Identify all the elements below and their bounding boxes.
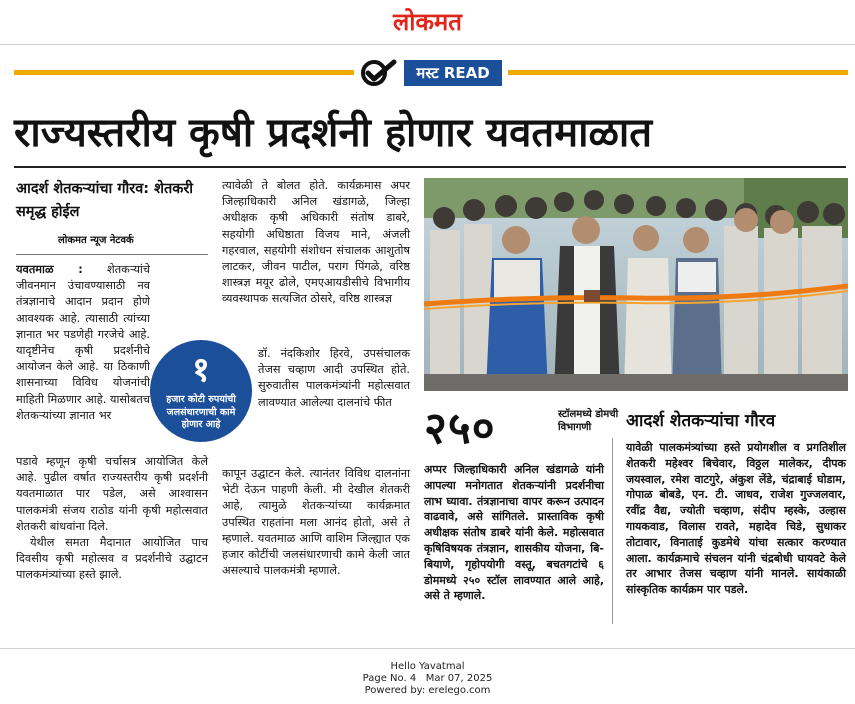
footer-page-date bbox=[0, 673, 855, 685]
stall-count-number: २५० bbox=[424, 403, 496, 454]
stall-box-text: अप्पर जिल्हाधिकारी अनिल खंडागळे यांनी आपल्या मनोगतात शेतकऱ्यांनी प्रदर्शनीचा लाभ घ्यावा. तंत्रज्ञानाचा वापर करून उत्पादन वाढवावे, असे सांगितले. प्रास्ताविक कृषी अधीक्षक संतोष डाबरे यांनी केले. महोत्सवात कृषिविषयक तंत्रज्ञान, शासकीय योजना, बि-बियाणे, गृहोपयोगी वस्तू, बचतगटांचे ६ डोममध्ये २५० स्टॉल लावण्यात आले आहे, असे ते म्हणाले. bbox=[424, 463, 604, 603]
must-read-badge: मस्ट READ bbox=[404, 60, 502, 86]
award-box-title: आदर्श शेतकऱ्यांचा गौरव bbox=[626, 411, 776, 431]
byline-rule bbox=[16, 254, 208, 255]
footer-rule bbox=[0, 648, 855, 649]
footer-date: Mar 07, 2025 bbox=[425, 673, 493, 684]
story-col1-top bbox=[16, 262, 150, 424]
story-col2-top bbox=[222, 178, 410, 308]
masthead bbox=[0, 0, 855, 45]
highlight-text: हजार कोटी रुपयांची जलसंधारणाची कामे होणार आहे bbox=[166, 394, 236, 430]
story-subhead: आदर्श शेतकऱ्यांचा गौरव: शेतकरी समृद्ध होईल bbox=[16, 181, 194, 220]
footer-page: Page No. 4 bbox=[362, 673, 417, 684]
story-text-col2-bottom: कापून उद्घाटन केले. त्यानंतर विविध दालनांना भेटी देऊन पाहणी केली. मी देखील शेतकरी आहे, त्यामुळे शेतकऱ्यांच्या कार्यक्रमात उपस्थित राहतांना मला आनंद होतो, असे ते म्हणाले. यवतमाळ आणि वाशिम जिल्ह्यात एक हजार कोटींची जलसंधारणाची कामे केली जात असल्याचे पालकमंत्री म्हणाले. bbox=[222, 467, 410, 578]
column-divider bbox=[612, 438, 613, 624]
stall-count-label: स्टॉलमध्ये डोमची विभागणी bbox=[558, 409, 619, 433]
checkmark-icon bbox=[360, 58, 398, 88]
story-col2-mid bbox=[258, 346, 410, 411]
story-text-col1-bottom: पडावे म्हणून कृषी चर्चासत्र आयोजित केले आहे. पुढील वर्षात राज्यस्तरीय कृषी प्रदर्शनी यवतमाळात पार पडेल, असे आश्वासन पालकमंत्री संजय राठोड यांनी कृषी महोत्सवात शेतकरी बांधवांना दिले. bbox=[16, 455, 208, 533]
award-box-body bbox=[626, 440, 846, 598]
story-col2-bottom bbox=[222, 466, 410, 579]
story-text-col1-p2: येथील समता मैदानात आयोजित पाच दिवसीय कृषी महोत्सव व प्रदर्शनीचे उद्घाटन पालकमंत्र्यांच्या हस्ते झाले. bbox=[16, 536, 208, 582]
story-text-col1-top: शेतकऱ्यांचे जीवनमान उंचावण्यासाठी नव तंत्रज्ञानाचे आदान प्रदान होणे आवश्यक आहे. त्यासाठी त्यांच्या ज्ञानात भर पडणेही गरजेचे आहे. यादृष्टीनेच कृषी प्रदर्शनीचे आयोजन केले आहे. या ठिकाणी शासनाच्या विविध योजनांची माहिती मिळणार आहे. यासोबतच शेतकऱ्यांच्या ज्ञानात भर bbox=[16, 263, 150, 422]
headline-rule bbox=[14, 166, 846, 168]
story-text-col2-top: त्यावेळी ते बोलत होते. कार्यक्रमास अपर जिल्हाधिकारी अनिल खंडागळे, जिल्हा अधीक्षक कृषी अधिकारी संतोष डाबरे, सहयोगी अधिष्ठाता विजय माने, अंजली गहरवाल, सहयोगी संशोधन संचालक आशुतोष लाटकर, जीवन पाटील, पराग पिंगळे, वरिष्ठ शास्त्रज्ञ मयूर ढोले, एमएआयडीसीचे विभागीय व्यवस्थापक सत्यजित ठोसरे, वरिष्ठ शास्त्रज्ञ bbox=[222, 179, 410, 306]
award-box-text: यावेळी पालकमंत्र्यांच्या हस्ते प्रयोगशील व प्रगतिशील शेतकरी महेश्वर बिचेवार, विठ्ठल मालेकर, दीपक जयस्वाल, रमेश वाटगुरे, अंकुश लेंडे, चंद्राबाई घोडाम, गोपाळ बोबडे, एन. टी. जाधव, राजेश गुज्जलवार, रवींद्र वैद्य, ज्योती चव्हाण, संदीप म्हस्के, उल्हास गायकवाड, विलास रावते, महादेव चिडे, सुधाकर तोटावार, विनाताई कुडमेथे यांचा सत्कार करण्यात आला. कार्यक्रमाचे संचलन यांनी चंद्रबोधी घायवटे केले तर आभार तेजस चव्हाण यांनी मानले. सायंकाळी सांस्कृतिक कार्यक्रम पार पडले. bbox=[626, 441, 846, 597]
gold-divider-right bbox=[508, 70, 848, 75]
ribbon-cutting-photo[interactable] bbox=[424, 178, 848, 391]
headline: राज्यस्तरीय कृषी प्रदर्शनी होणार यवतमाळात bbox=[14, 110, 653, 156]
footer-edition: Hello Yavatmal bbox=[390, 661, 465, 672]
lokmat-logo[interactable]: लोकमत bbox=[393, 7, 462, 36]
story-text-col2-mid: डॉ. नंदकिशोर हिरवे, उपसंचालक तेजस चव्हाण आदी उपस्थित होते. सुरुवातीस पालकमंत्र्यांनी महोत्सवात लावण्यात आलेल्या दालनांचे फीत bbox=[258, 347, 410, 409]
story-col1-bottom bbox=[16, 454, 208, 584]
stall-box-body bbox=[424, 462, 604, 604]
footer-powered[interactable]: Powered by: erelego.com bbox=[364, 685, 491, 696]
highlight-bubble bbox=[150, 340, 252, 442]
highlight-number: १ bbox=[192, 350, 210, 390]
dateline: यवतमाळ : bbox=[16, 263, 83, 276]
byline: लोकमत न्यूज नेटवर्क bbox=[58, 235, 134, 246]
gold-divider-left bbox=[14, 70, 354, 75]
